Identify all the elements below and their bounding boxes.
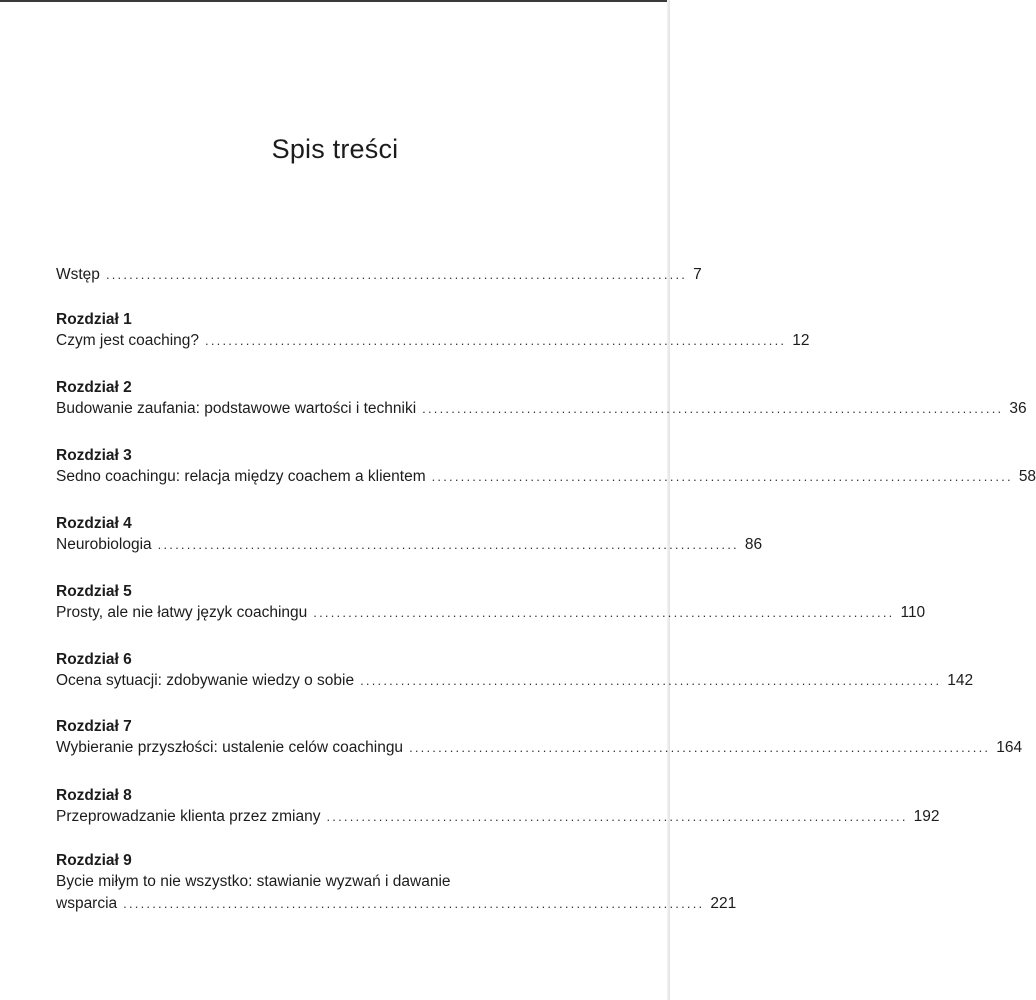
chapter-label: Rozdział 7 xyxy=(56,718,132,735)
toc-entry-chapter-1[interactable] xyxy=(56,310,810,352)
dot-leader: .................................................................................................... xyxy=(326,809,908,824)
chapter-label: Rozdział 6 xyxy=(56,651,132,668)
toc-entry-title: Neurobiologia xyxy=(56,536,152,553)
toc-line xyxy=(56,806,940,828)
toc-entry-page: 164 xyxy=(996,739,1023,756)
toc-line xyxy=(56,534,763,556)
toc-entry-page: 36 xyxy=(1009,400,1027,417)
toc-line xyxy=(56,330,810,352)
toc-line xyxy=(56,670,974,692)
dot-leader: .................................................................................................... xyxy=(431,469,1013,484)
toc-entry-chapter-4[interactable] xyxy=(56,514,763,556)
toc-entry-page: 7 xyxy=(693,266,702,283)
dot-leader: .................................................................................................... xyxy=(123,896,705,911)
table-of-contents xyxy=(56,0,1036,1000)
dot-leader: .................................................................................................... xyxy=(105,267,688,282)
toc-entry-title-line-1: Bycie miłym to nie wszystko: stawianie wyzwań i dawanie xyxy=(56,873,451,890)
chapter-label: Rozdział 2 xyxy=(56,379,132,396)
toc-entry-page: 12 xyxy=(792,332,810,349)
toc-entry-page: 221 xyxy=(710,895,737,912)
chapter-label: Rozdział 9 xyxy=(56,852,132,869)
toc-entry-title: Czym jest coaching? xyxy=(56,332,200,349)
dot-leader: .................................................................................................... xyxy=(313,605,895,620)
toc-line xyxy=(56,398,1027,420)
toc-entry-title: Wstęp xyxy=(56,266,100,283)
dot-leader: .................................................................................................... xyxy=(205,333,787,348)
dot-leader: .................................................................................................... xyxy=(360,673,942,688)
dot-leader: .................................................................................................... xyxy=(409,740,991,755)
toc-entry-chapter-6[interactable] xyxy=(56,650,974,692)
toc-entry-title: Budowanie zaufania: podstawowe wartości i techniki xyxy=(56,400,417,417)
toc-entry-title: Ocena sytuacji: zdobywanie wiedzy o sobie xyxy=(56,672,355,689)
chapter-label: Rozdział 4 xyxy=(56,515,132,532)
toc-entry-title-line-2: wsparcia xyxy=(56,895,118,912)
toc-entry-title: Wybieranie przyszłości: ustalenie celów coachingu xyxy=(56,739,404,756)
toc-line xyxy=(56,893,737,915)
toc-entry-chapter-7[interactable] xyxy=(56,717,1023,759)
toc-entry-chapter-2[interactable] xyxy=(56,378,1027,420)
toc-entry-title: Przeprowadzanie klienta przez zmiany xyxy=(56,808,321,825)
toc-entry-chapter-3[interactable] xyxy=(56,446,1036,488)
dot-leader: .................................................................................................... xyxy=(422,401,1004,416)
toc-entry-title: Sedno coachingu: relacja między coachem a klientem xyxy=(56,468,426,485)
toc-line xyxy=(56,466,1036,488)
toc-entry-page: 86 xyxy=(744,536,763,553)
toc-line xyxy=(56,602,926,624)
page-title: Spis treści xyxy=(271,134,399,165)
chapter-label: Rozdział 5 xyxy=(56,583,132,600)
toc-entry-page: 58 xyxy=(1018,468,1036,485)
chapter-label: Rozdział 8 xyxy=(56,787,132,804)
toc-entry-title: Prosty, ale nie łatwy język coachingu xyxy=(56,604,308,621)
chapter-label: Rozdział 3 xyxy=(56,447,132,464)
toc-entry-chapter-9[interactable] xyxy=(56,851,737,915)
toc-line xyxy=(56,737,1023,759)
toc-entry-page: 192 xyxy=(913,808,940,825)
toc-entry-chapter-8[interactable] xyxy=(56,786,940,828)
chapter-label: Rozdział 1 xyxy=(56,311,132,328)
toc-entry-page: 142 xyxy=(947,672,974,689)
toc-line xyxy=(56,264,702,286)
toc-entry-page: 110 xyxy=(900,604,926,621)
toc-entry-chapter-5[interactable] xyxy=(56,582,926,624)
dot-leader: .................................................................................................... xyxy=(157,537,739,552)
toc-entry-intro[interactable] xyxy=(56,264,702,286)
